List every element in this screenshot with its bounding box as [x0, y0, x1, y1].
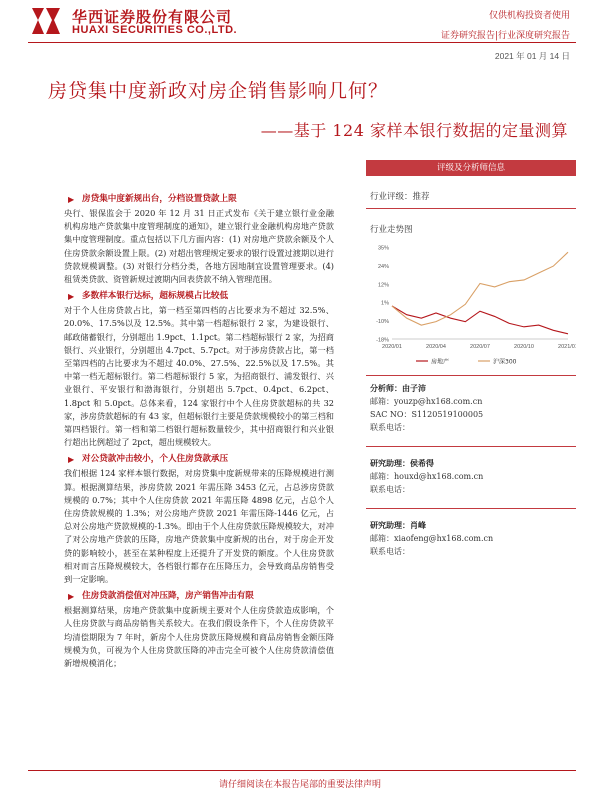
- company-name-cn: 华西证券股份有限公司: [72, 8, 233, 26]
- y-tick-label: 1%: [381, 300, 389, 307]
- assistant-block: [366, 519, 576, 558]
- y-tick-label: 24%: [377, 263, 389, 270]
- section-heading: ▶ 多数样本银行达标，超标规模占比较低: [68, 291, 229, 302]
- assistant-email: 邮箱：xiaofeng@hx168.com.cn: [370, 534, 494, 543]
- assistant-block: [366, 457, 576, 496]
- analyst-phone: 联系电话：: [370, 423, 410, 432]
- trend-chart: [366, 239, 576, 369]
- assistant-email: 邮箱：houxd@hx168.com.cn: [370, 472, 484, 481]
- report-category: 证券研究报告|行业深度研究报告: [440, 31, 570, 41]
- footer-divider: [28, 770, 576, 771]
- analyst-name: 分析师：由子沛: [370, 383, 426, 393]
- section-2: [64, 289, 334, 449]
- assistant-name: 研究助理：肖峰: [370, 520, 426, 530]
- triangle-bullet-icon: ▶: [68, 591, 75, 602]
- section-paragraph: 对于个人住房贷款占比，第一档至第四档的占比要求为不超过 32.5%、20.0%、17.5%以及 12.5%。其中第一档超标银行 2 家，为建设银行、邮政储蓄银行，分别超出 1.9pct、1.1pct。第二档超标银行 2 家，为招商银行、兴业银行，分别超出 4.7pct、5.7pct。对于涉房贷款占比，第一档至第四档的占比要求为不超过 40.0%、27.5%、22.5%以及 17.5%。其中第一档无超标银行。第二档超标银行 5 家，为招商银行、浦发银行、兴业银行、平安银行和渤海银行，分别超出 5.7pct、0.4pct、6.2pct、1.8pct 和 5.0pct。总体来看，124 家银行中个人住房贷款超标的共 32 家，涉房贷款超标的有 43 家，但超标银行主要是贷款规模较小的第三档和第四档银行。第一档和第二档银行超标数量较少，其中招商银行和兴业银行超出比例超过了 2pct，超出规模较大。: [64, 305, 334, 448]
- section-heading: ▶ 房贷集中度新规出台，分档设置贷款上限: [68, 194, 237, 204]
- assistant-phone: 联系电话：: [370, 547, 410, 556]
- company-name-en: HUAXI SECURITIES CO.,LTD.: [72, 24, 238, 36]
- legend-label: 沪深300: [493, 358, 517, 366]
- section-paragraph: 我们根据 124 家样本银行数据，对房贷集中度新规带来的压降规模进行测算。根据测算结果，涉房贷款 2021 年需压降 3453 亿元，占总涉房贷款规模的 0.7%；其中个人住房贷款 2021 年需压降 4898 亿元，占总个人住房贷款规模的 1.3%；对公房地产贷款 2021 年需压降-1446 亿元，占总对公房地产贷款规模的-1.3%。即由于个人住房贷款压降规模较大，对冲了对公房地产贷款的压降，房地产贷款集中度新规的出台，对于房企开发贷的影响较小，甚至在某种程度上还提升了开发贷的额度。个人住房贷款相对而言压降规模较大，各档银行都存在压降压力，会导致商品房销售受到一定影响。: [64, 468, 334, 585]
- section-paragraph: 根据测算结果，房地产贷款集中度新规主要对个人住房贷款造成影响，个人住房贷款与商品房销售关系较大。在我们假设条件下，个人住房贷款平均清偿期限为 7 年时，新房个人住房贷款压降规模和商品房销售金额压降规模为负，可视为个人住房贷款压降的冲击完全可被个人住房贷款清偿值新增规模消化；: [64, 605, 334, 669]
- x-tick-label: 2020/04: [426, 344, 446, 350]
- triangle-bullet-icon: ▶: [68, 291, 75, 302]
- section-heading: ▶ 住房贷款消偿值对冲压降，房产销售冲击有限: [68, 591, 254, 602]
- report-subtitle: ——基于 124 家样本银行数据的定量测算: [260, 121, 568, 140]
- triangle-bullet-icon: ▶: [68, 454, 75, 465]
- sidebar-divider: [366, 208, 576, 209]
- series-line-real-estate: [392, 306, 568, 334]
- legend-label: 房地产: [431, 358, 450, 366]
- sidebar-divider: [366, 508, 576, 509]
- section-paragraph: 央行、银保监会于 2020 年 12 月 31 日正式发布《关于建立银行业金融机构房地产贷款集中度管理制度的通知》，建立银行业金融机构房地产贷款集中度管理制度。重点包括以下几方面内容：(1) 对房地产贷款余额及个人住房贷款余额设置上限。(2) 对超出管理规定要求的银行设置过渡期以进行贷款规模调整。(3) 对银行分档分类，各地方因地制宜设置管理要求。(4) 租赁类贷款、资管新规过渡期内回表贷款不纳入管理范围。: [64, 208, 334, 285]
- sidebar-header: 评级及分析师信息: [366, 160, 576, 176]
- analyst-block: [366, 382, 576, 434]
- section-heading: ▶ 对公贷款冲击较小，个人住房贷款承压: [68, 454, 229, 465]
- y-tick-label: 12%: [377, 282, 389, 289]
- trend-chart-title: 行业走势图: [370, 225, 413, 235]
- y-tick-label: -18%: [376, 337, 389, 344]
- assistant-phone: 联系电话：: [370, 485, 410, 494]
- triangle-bullet-icon: ▶: [68, 194, 75, 204]
- header-divider: [28, 42, 576, 43]
- report-title: 房贷集中度新政对房企销售影响几何？: [48, 80, 389, 102]
- section-3: [64, 452, 334, 586]
- series-line-hs300: [392, 252, 568, 325]
- company-logo-icon: [28, 6, 64, 36]
- x-tick-label: 2021/01: [558, 344, 576, 350]
- report-summary: [64, 192, 334, 673]
- x-tick-label: 2020/10: [514, 344, 534, 350]
- sidebar: [366, 160, 576, 558]
- analyst-email: 邮箱：youzp@hx168.com.cn: [370, 397, 483, 406]
- legal-notice: 请仔细阅读在本报告尾部的重要法律声明: [218, 780, 381, 790]
- trend-chart-svg: [366, 239, 576, 369]
- x-tick-label: 2020/07: [470, 344, 490, 350]
- y-tick-label: 35%: [377, 245, 389, 252]
- x-tick-label: 2020/01: [382, 344, 402, 350]
- report-date: 2021 年 01 月 14 日: [494, 51, 570, 61]
- y-tick-label: -10%: [376, 319, 389, 326]
- assistant-name: 研究助理：侯希得: [370, 458, 434, 468]
- analyst-sac: SAC NO：S1120519100005: [370, 410, 484, 419]
- sidebar-divider: [366, 375, 576, 376]
- section-4: [64, 589, 334, 670]
- sidebar-divider: [366, 446, 576, 447]
- industry-rating: 行业评级：推荐: [370, 192, 430, 202]
- section-1: [64, 192, 334, 286]
- audience-note: 仅供机构投资者使用: [488, 11, 570, 21]
